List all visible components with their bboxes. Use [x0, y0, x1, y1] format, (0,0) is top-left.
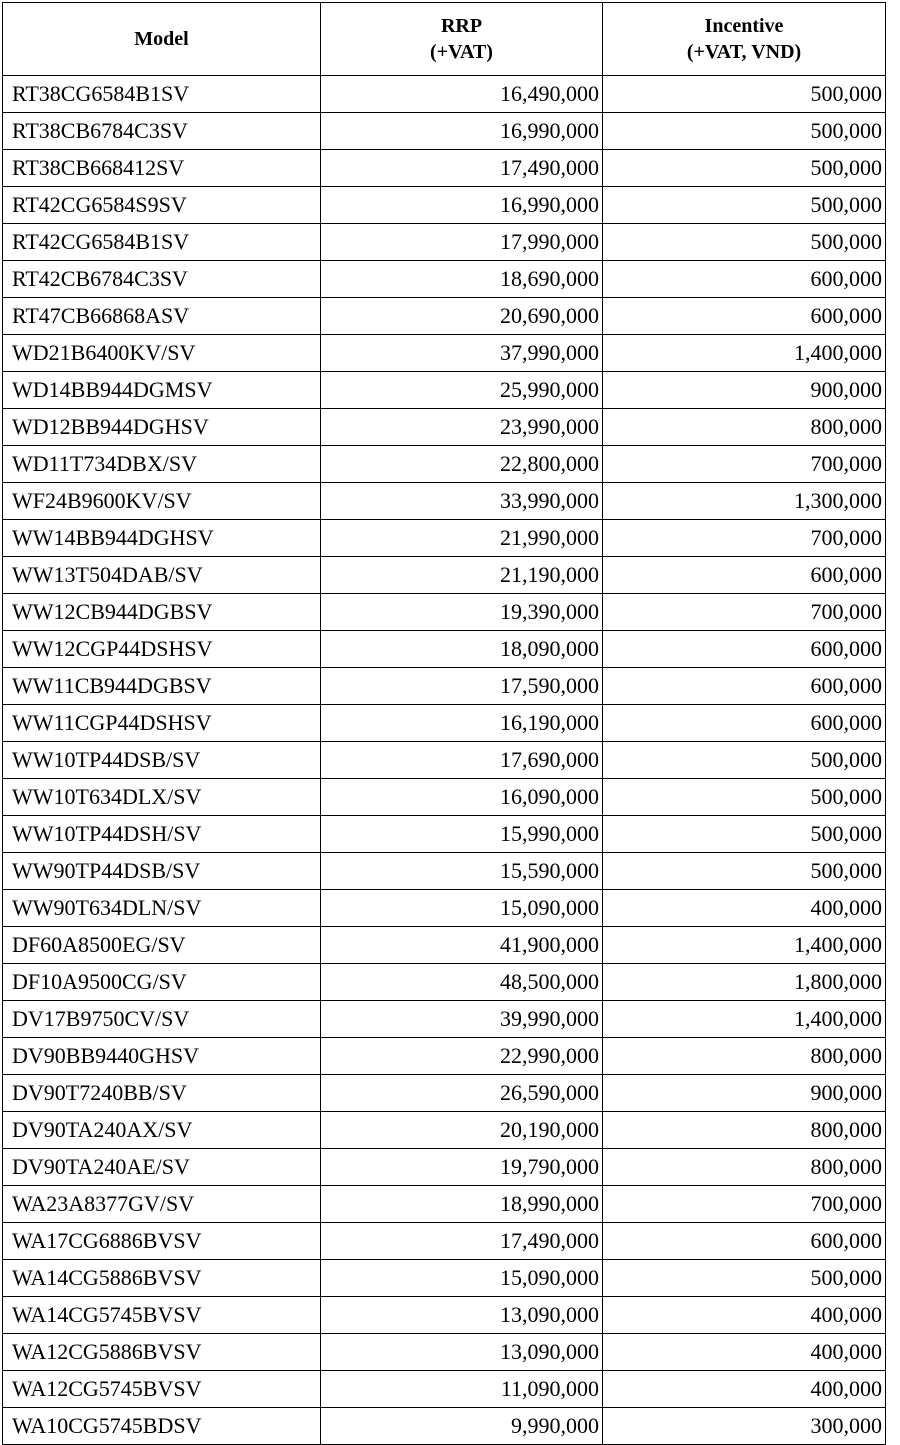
incentive-cell: 500,000 [603, 853, 886, 890]
table-row [3, 1112, 886, 1149]
rrp-cell: 26,590,000 [321, 1075, 603, 1112]
table-row [3, 742, 886, 779]
model-cell: RT38CB6784C3SV [3, 113, 321, 150]
rrp-cell: 15,090,000 [321, 1260, 603, 1297]
model-cell: RT38CB668412SV [3, 150, 321, 187]
table-row [3, 150, 886, 187]
rrp-cell: 16,490,000 [321, 76, 603, 113]
rrp-cell: 16,190,000 [321, 705, 603, 742]
model-cell: WA10CG5745BDSV [3, 1408, 321, 1445]
table-row [3, 779, 886, 816]
incentive-cell: 500,000 [603, 742, 886, 779]
table-row [3, 927, 886, 964]
incentive-cell: 600,000 [603, 1223, 886, 1260]
rrp-cell: 22,990,000 [321, 1038, 603, 1075]
incentive-cell: 900,000 [603, 1075, 886, 1112]
model-cell: WW11CGP44DSHSV [3, 705, 321, 742]
header-incentive-line-1: Incentive [704, 15, 784, 37]
model-cell: WW10TP44DSB/SV [3, 742, 321, 779]
rrp-cell: 23,990,000 [321, 409, 603, 446]
rrp-cell: 17,590,000 [321, 668, 603, 705]
model-cell: WW90TP44DSB/SV [3, 853, 321, 890]
table-row [3, 224, 886, 261]
table-row [3, 1001, 886, 1038]
table-row [3, 1334, 886, 1371]
table-row [3, 335, 886, 372]
model-cell: RT47CB66868ASV [3, 298, 321, 335]
incentive-cell: 700,000 [603, 1186, 886, 1223]
table-row [3, 446, 886, 483]
incentive-cell: 500,000 [603, 113, 886, 150]
table-row [3, 594, 886, 631]
incentive-cell: 600,000 [603, 298, 886, 335]
model-cell: WW10TP44DSH/SV [3, 816, 321, 853]
model-cell: WD12BB944DGHSV [3, 409, 321, 446]
table-row [3, 372, 886, 409]
rrp-cell: 18,990,000 [321, 1186, 603, 1223]
incentive-cell: 500,000 [603, 224, 886, 261]
model-cell: WW13T504DAB/SV [3, 557, 321, 594]
table-row [3, 1186, 886, 1223]
rrp-cell: 17,990,000 [321, 224, 603, 261]
header-incentive-line-2: (+VAT, VND) [686, 41, 802, 63]
rrp-cell: 13,090,000 [321, 1297, 603, 1334]
rrp-cell: 19,790,000 [321, 1149, 603, 1186]
model-cell: RT38CG6584B1SV [3, 76, 321, 113]
model-cell: WD14BB944DGMSV [3, 372, 321, 409]
incentive-cell: 600,000 [603, 668, 886, 705]
incentive-cell: 800,000 [603, 1112, 886, 1149]
incentive-cell: 500,000 [603, 150, 886, 187]
rrp-cell: 41,900,000 [321, 927, 603, 964]
rrp-cell: 33,990,000 [321, 483, 603, 520]
rrp-cell: 13,090,000 [321, 1334, 603, 1371]
rrp-cell: 18,090,000 [321, 631, 603, 668]
model-cell: WW12CGP44DSHSV [3, 631, 321, 668]
incentive-cell: 600,000 [603, 261, 886, 298]
table-row [3, 1149, 886, 1186]
rrp-cell: 20,690,000 [321, 298, 603, 335]
rrp-cell: 17,690,000 [321, 742, 603, 779]
incentive-cell: 900,000 [603, 372, 886, 409]
rrp-cell: 20,190,000 [321, 1112, 603, 1149]
table-header-row [3, 3, 886, 76]
table-row [3, 1408, 886, 1445]
rrp-cell: 25,990,000 [321, 372, 603, 409]
incentive-cell: 1,400,000 [603, 335, 886, 372]
price-incentive-table [2, 2, 886, 1445]
incentive-cell: 500,000 [603, 76, 886, 113]
model-cell: DV17B9750CV/SV [3, 1001, 321, 1038]
table-row [3, 705, 886, 742]
header-model [3, 3, 321, 76]
incentive-cell: 1,800,000 [603, 964, 886, 1001]
model-cell: DV90TA240AX/SV [3, 1112, 321, 1149]
incentive-cell: 600,000 [603, 631, 886, 668]
model-cell: WW90T634DLN/SV [3, 890, 321, 927]
incentive-cell: 700,000 [603, 446, 886, 483]
incentive-cell: 800,000 [603, 1038, 886, 1075]
incentive-cell: 300,000 [603, 1408, 886, 1445]
rrp-cell: 17,490,000 [321, 150, 603, 187]
model-cell: WW12CB944DGBSV [3, 594, 321, 631]
model-cell: WA23A8377GV/SV [3, 1186, 321, 1223]
rrp-cell: 15,990,000 [321, 816, 603, 853]
model-cell: RT42CG6584B1SV [3, 224, 321, 261]
table-row [3, 1038, 886, 1075]
incentive-cell: 400,000 [603, 1334, 886, 1371]
rrp-cell: 11,090,000 [321, 1371, 603, 1408]
table-row [3, 1371, 886, 1408]
model-cell: WD21B6400KV/SV [3, 335, 321, 372]
rrp-cell: 9,990,000 [321, 1408, 603, 1445]
table-row [3, 483, 886, 520]
incentive-cell: 800,000 [603, 1149, 886, 1186]
incentive-cell: 500,000 [603, 779, 886, 816]
table-row [3, 557, 886, 594]
table-row [3, 261, 886, 298]
rrp-cell: 16,990,000 [321, 113, 603, 150]
model-cell: RT42CG6584S9SV [3, 187, 321, 224]
model-cell: WW10T634DLX/SV [3, 779, 321, 816]
table-row [3, 1223, 886, 1260]
model-cell: DV90T7240BB/SV [3, 1075, 321, 1112]
incentive-cell: 500,000 [603, 816, 886, 853]
incentive-cell: 500,000 [603, 1260, 886, 1297]
rrp-cell: 19,390,000 [321, 594, 603, 631]
table-row [3, 668, 886, 705]
rrp-cell: 17,490,000 [321, 1223, 603, 1260]
rrp-cell: 21,190,000 [321, 557, 603, 594]
table-row [3, 76, 886, 113]
table-body [3, 76, 886, 1445]
table-row [3, 1297, 886, 1334]
model-cell: WA14CG5886BVSV [3, 1260, 321, 1297]
table-row [3, 964, 886, 1001]
incentive-cell: 1,400,000 [603, 927, 886, 964]
rrp-cell: 22,800,000 [321, 446, 603, 483]
incentive-cell: 700,000 [603, 594, 886, 631]
model-cell: WW14BB944DGHSV [3, 520, 321, 557]
model-cell: WD11T734DBX/SV [3, 446, 321, 483]
model-cell: DV90BB9440GHSV [3, 1038, 321, 1075]
header-rrp-line-2: (+VAT) [430, 41, 493, 63]
incentive-cell: 500,000 [603, 187, 886, 224]
header-rrp-line-1: RRP [440, 15, 483, 37]
model-cell: WA12CG5886BVSV [3, 1334, 321, 1371]
header-model-line: Model [134, 28, 189, 50]
table-row [3, 816, 886, 853]
model-cell: DV90TA240AE/SV [3, 1149, 321, 1186]
header-rrp [321, 3, 603, 76]
rrp-cell: 18,690,000 [321, 261, 603, 298]
rrp-cell: 16,990,000 [321, 187, 603, 224]
table-row [3, 298, 886, 335]
table-row [3, 1260, 886, 1297]
incentive-cell: 400,000 [603, 1297, 886, 1334]
model-cell: WF24B9600KV/SV [3, 483, 321, 520]
table-row [3, 1075, 886, 1112]
rrp-cell: 16,090,000 [321, 779, 603, 816]
incentive-cell: 1,300,000 [603, 483, 886, 520]
incentive-cell: 600,000 [603, 557, 886, 594]
incentive-cell: 400,000 [603, 1371, 886, 1408]
table-row [3, 113, 886, 150]
table-row [3, 187, 886, 224]
incentive-cell: 800,000 [603, 409, 886, 446]
model-cell: RT42CB6784C3SV [3, 261, 321, 298]
incentive-cell: 700,000 [603, 520, 886, 557]
header-incentive [603, 3, 886, 76]
model-cell: WA14CG5745BVSV [3, 1297, 321, 1334]
table-row [3, 890, 886, 927]
rrp-cell: 37,990,000 [321, 335, 603, 372]
table-row [3, 409, 886, 446]
model-cell: DF60A8500EG/SV [3, 927, 321, 964]
rrp-cell: 15,090,000 [321, 890, 603, 927]
incentive-cell: 600,000 [603, 705, 886, 742]
rrp-cell: 21,990,000 [321, 520, 603, 557]
rrp-cell: 48,500,000 [321, 964, 603, 1001]
model-cell: WA12CG5745BVSV [3, 1371, 321, 1408]
table-row [3, 853, 886, 890]
model-cell: WW11CB944DGBSV [3, 668, 321, 705]
incentive-cell: 1,400,000 [603, 1001, 886, 1038]
rrp-cell: 15,590,000 [321, 853, 603, 890]
model-cell: DF10A9500CG/SV [3, 964, 321, 1001]
table-row [3, 520, 886, 557]
incentive-cell: 400,000 [603, 890, 886, 927]
model-cell: WA17CG6886BVSV [3, 1223, 321, 1260]
rrp-cell: 39,990,000 [321, 1001, 603, 1038]
table-row [3, 631, 886, 668]
